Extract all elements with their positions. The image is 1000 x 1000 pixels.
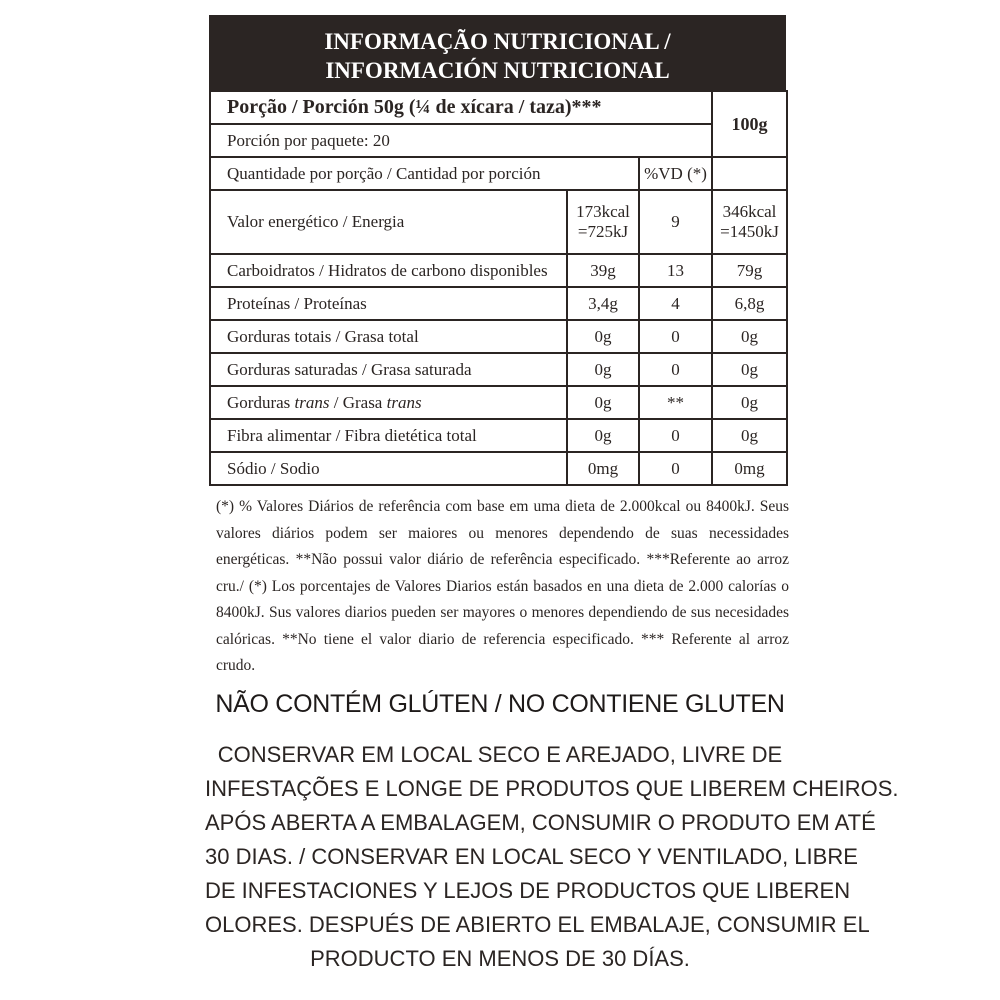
nutrient-per100-value: 346kcal =1450kJ xyxy=(712,190,787,254)
portions-per-package: Porción por paquete: 20 xyxy=(210,124,712,157)
table-row xyxy=(210,353,787,386)
nutrient-daily-value: 4 xyxy=(639,287,712,320)
nutrient-name: Gorduras trans / Grasa trans xyxy=(210,386,567,419)
storage-line: PRODUCTO EN MENOS DE 30 DÍAS. xyxy=(310,946,690,971)
nutrient-portion-value: 0g xyxy=(567,386,639,419)
nutrient-name: Gorduras totais / Grasa total xyxy=(210,320,567,353)
nutrient-daily-value: 0 xyxy=(639,419,712,452)
nutrition-header xyxy=(209,15,786,90)
table-row xyxy=(210,320,787,353)
gluten-statement: NÃO CONTÉM GLÚTEN / NO CONTIENE GLUTEN xyxy=(215,690,785,718)
nutrient-daily-value: 0 xyxy=(639,452,712,485)
nutrient-per100-value: 6,8g xyxy=(712,287,787,320)
storage-line: INFESTAÇÕES E LONGE DE PRODUTOS QUE LIBEREM CHEIROS. xyxy=(205,776,899,801)
nutrition-table xyxy=(209,90,788,486)
storage-line: DE INFESTACIONES Y LEJOS DE PRODUCTOS QUE LIBEREN xyxy=(205,878,851,903)
nutrient-daily-value: 13 xyxy=(639,254,712,287)
nutrient-per100-value: 0g xyxy=(712,320,787,353)
nutrient-portion-value: 39g xyxy=(567,254,639,287)
nutrition-footnote: (*) % Valores Diários de referência com base em uma dieta de 2.000kcal ou 8400kJ. Seus valores diários podem ser maiores ou menores dependendo de suas necessidades energéticas. **Não possui valor diário de referência especificado. ***Referente ao arroz cru./ (*) Los porcentajes de Valores Diarios están basados en una dieta de 2.000 calorías o 8400kJ. Sus valores diarios pueden ser mayores o menores dependiendo de sus necesidades calóricas. **No tiene el valor diario de referencia especificado. *** Referente al arroz crudo. xyxy=(216,498,789,674)
nutrient-name: Sódio / Sodio xyxy=(210,452,567,485)
storage-line: APÓS ABERTA A EMBALAGEM, CONSUMIR O PRODUTO EM ATÉ xyxy=(205,810,876,835)
nutrient-daily-value: 0 xyxy=(639,353,712,386)
nutrient-per100-value: 79g xyxy=(712,254,787,287)
nutrient-portion-value: 0mg xyxy=(567,452,639,485)
table-row xyxy=(210,419,787,452)
storage-line: 30 DIAS. / CONSERVAR EN LOCAL SECO Y VENTILADO, LIBRE xyxy=(205,844,858,869)
storage-line: CONSERVAR EM LOCAL SECO E AREJADO, LIVRE DE xyxy=(217,742,783,767)
nutrient-daily-value: ** xyxy=(639,386,712,419)
storage-line: OLORES. DESPUÉS DE ABIERTO EL EMBALAJE, CONSUMIR EL xyxy=(205,912,870,937)
table-row xyxy=(210,452,787,485)
table-row xyxy=(210,254,787,287)
nutrient-portion-value: 173kcal =725kJ xyxy=(567,190,639,254)
nutrition-facts-panel xyxy=(209,15,786,486)
table-row xyxy=(210,287,787,320)
storage-instructions xyxy=(205,738,899,976)
header-title-es: INFORMACIÓN NUTRICIONAL xyxy=(325,58,670,83)
nutrient-name: Proteínas / Proteínas xyxy=(210,287,567,320)
nutrient-name: Gorduras saturadas / Grasa saturada xyxy=(210,353,567,386)
nutrient-name: Valor energético / Energia xyxy=(210,190,567,254)
nutrient-per100-value: 0g xyxy=(712,386,787,419)
nutrient-per100-value: 0g xyxy=(712,353,787,386)
nutrient-portion-value: 3,4g xyxy=(567,287,639,320)
header-title-pt: INFORMAÇÃO NUTRICIONAL / xyxy=(324,29,671,54)
table-row xyxy=(210,190,787,254)
nutrient-daily-value: 9 xyxy=(639,190,712,254)
nutrient-portion-value: 0g xyxy=(567,320,639,353)
daily-value-header: %VD (*) xyxy=(639,157,712,190)
nutrient-portion-value: 0g xyxy=(567,353,639,386)
quantity-per-portion-label: Quantidade por porção / Cantidad por porción xyxy=(210,157,639,190)
nutrient-portion-value: 0g xyxy=(567,419,639,452)
portion-size-label: Porção / Porción 50g (¼ de xícara / taza)*** xyxy=(210,91,712,124)
table-row xyxy=(210,386,787,419)
nutrient-per100-value: 0g xyxy=(712,419,787,452)
per-100g-header: 100g xyxy=(712,91,787,157)
nutrient-per100-value: 0mg xyxy=(712,452,787,485)
nutrient-daily-value: 0 xyxy=(639,320,712,353)
nutrient-name: Carboidratos / Hidratos de carbono disponibles xyxy=(210,254,567,287)
empty-header-cell xyxy=(712,157,787,190)
nutrient-name: Fibra alimentar / Fibra dietética total xyxy=(210,419,567,452)
